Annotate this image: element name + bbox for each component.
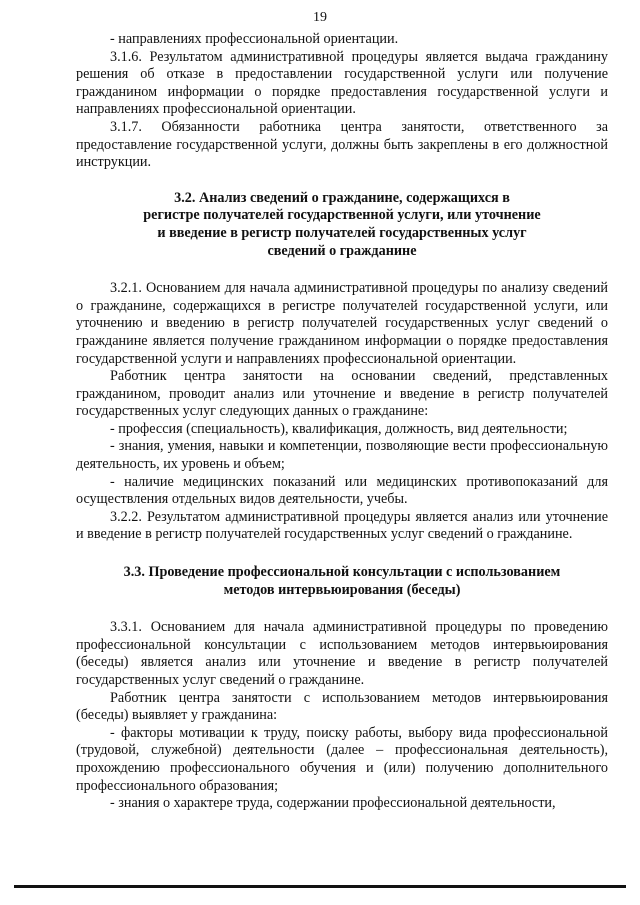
list-item: - знания о характере труда, содержании профессиональной деятельности, (110, 795, 556, 812)
section-heading-3-3 (76, 564, 608, 599)
heading-line: регистре получателей государственной услуги, или уточнение (143, 207, 541, 224)
heading-line: и введение в регистр получателей государственных услуг (157, 224, 527, 241)
paragraph-worker-data: Работник центра занятости на основании сведений, представленных гражданином, проводит анализ или уточнение и введение в регистр получателей государственных услуг следующих данных о гражданине: (76, 368, 608, 420)
page-number: 19 (313, 10, 327, 25)
heading-line: методов интервьюирования (беседы) (223, 581, 461, 598)
heading-line: 3.2. Анализ сведений о гражданине, содержащихся в (174, 189, 510, 206)
paragraph-3-1-6: 3.1.6. Результатом административной процедуры является выдача гражданину решения об отказе в предоставлении государственной услуги или получение гражданином информации о порядке предоставления государственной услуги и направлениях профессиональной ориентации. (76, 48, 608, 118)
section-heading-3-2 (76, 190, 608, 260)
paragraph-3-2-2: 3.2.2. Результатом административной процедуры является анализ или уточнение и введение в регистр получателей государственных услуг сведений о гражданине. (76, 508, 608, 543)
heading-line: 3.3. Проведение профессиональной консультации с использованием (123, 564, 561, 581)
list-item: - знания, умения, навыки и компетенции, позволяющие вести профессиональную деятельность, их уровень и объем; (76, 438, 608, 473)
scan-bottom-edge (14, 885, 626, 888)
paragraph-worker-interview: Работник центра занятости с использованием методов интервьюирования (беседы) выявляет у гражданина: (76, 689, 608, 724)
paragraph-3-1-7: 3.1.7. Обязанности работника центра занятости, ответственного за предоставление государственной услуги, должны быть закреплены в его должностной инструкции. (76, 118, 608, 171)
list-continuation: - направлениях профессиональной ориентации. (110, 31, 399, 47)
page-content (76, 31, 608, 813)
paragraph-3-3-1: 3.3.1. Основанием для начала административной процедуры по проведению профессиональной консультации с использованием методов интервьюирования (беседы) является анализ или уточнение и введение в регистр получателей государственных услуг сведений о гражданине. (76, 619, 608, 688)
list-item: - профессия (специальность), квалификация, должность, вид деятельности; (110, 420, 568, 437)
heading-line: сведений о гражданине (267, 242, 417, 259)
list-item: - наличие медицинских показаний или медицинских противопоказаний для осуществления отдельных видов деятельности, учебы. (76, 473, 608, 508)
list-item: - факторы мотивации к труду, поиску работы, выбору вида профессиональной (трудовой, служебной) деятельности (далее – профессиональная деятельность), прохождению профессионального обучения и (или) получению дополнительного профессионального образования; (76, 724, 608, 794)
paragraph-3-2-1: 3.2.1. Основанием для начала административной процедуры по анализу сведений о гражданине, содержащихся в регистре получателей государственной услуги, или уточнению и введению в регистр получателей государственных услуг сведений о гражданине является получение гражданином информации о порядке предоставления государственной услуги и направлениях профессиональной ориентации. (76, 280, 608, 367)
